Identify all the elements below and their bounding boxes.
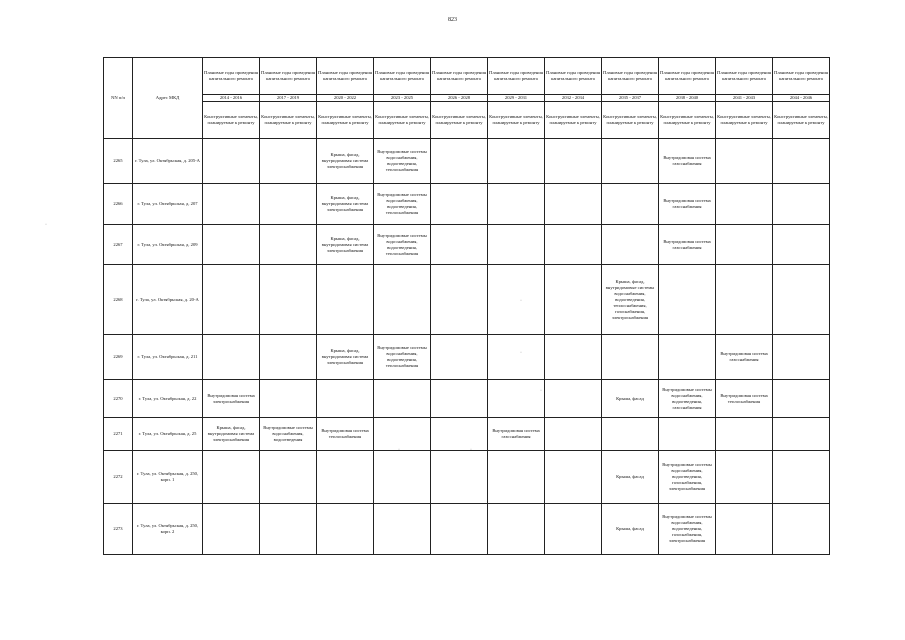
scan-speck: ·: [540, 388, 542, 394]
period-planned-header: Плановые годы проведения капитального ремонта: [602, 58, 659, 95]
period-planned-header: Плановые годы проведения капитального ремонта: [374, 58, 431, 95]
repair-elements-cell: Внутридомовые системы водоснабжения, водоотведения, теплоснабжения: [374, 184, 431, 225]
repair-elements-cell: Внутридомовая система газоснабжения: [716, 335, 773, 380]
repair-elements-cell: [602, 139, 659, 184]
repair-elements-cell: [260, 184, 317, 225]
row-number: 2272: [104, 451, 133, 504]
repair-elements-cell: [602, 418, 659, 451]
repair-elements-cell: [773, 335, 830, 380]
repair-elements-cell: [773, 184, 830, 225]
repair-elements-cell: Крыша, фасад, внутридомовые системы водоснабжения, водоотведения, теплоснабжения, газоснабжения, электроснабжения: [602, 265, 659, 335]
repair-elements-cell: [260, 335, 317, 380]
repair-elements-cell: [431, 451, 488, 504]
repair-elements-cell: [659, 265, 716, 335]
repair-elements-cell: [773, 418, 830, 451]
repair-elements-cell: Крыша, фасад, внутридомовая система электроснабжения: [317, 335, 374, 380]
repair-elements-cell: [488, 139, 545, 184]
page-number: 823: [448, 17, 457, 23]
repair-elements-cell: [488, 184, 545, 225]
address-column-header: Адрес МКД: [133, 58, 203, 139]
period-range-header: 2032 - 2034: [545, 95, 602, 102]
table-row: [104, 139, 830, 184]
repair-elements-cell: [488, 265, 545, 335]
table-row: [104, 335, 830, 380]
repair-elements-cell: [716, 139, 773, 184]
period-elements-header: Конструктивные элементы, планируемые к ремонту: [716, 102, 773, 139]
period-elements-header: Конструктивные элементы, планируемые к ремонту: [545, 102, 602, 139]
repair-elements-cell: Крыша, фасад, внутридомовая система электроснабжения: [317, 225, 374, 265]
repair-elements-cell: [716, 504, 773, 555]
repair-elements-cell: [545, 504, 602, 555]
repair-elements-cell: [431, 184, 488, 225]
table-row: [104, 451, 830, 504]
repair-elements-cell: Внутридомовые системы водоснабжения, водоотведения, теплоснабжения: [374, 335, 431, 380]
repair-elements-cell: [602, 225, 659, 265]
period-elements-header: Конструктивные элементы, планируемые к ремонту: [317, 102, 374, 139]
period-planned-header: Плановые годы проведения капитального ремонта: [203, 58, 260, 95]
period-elements-header: Конструктивные элементы, планируемые к ремонту: [602, 102, 659, 139]
table-row: [104, 265, 830, 335]
repair-elements-cell: [431, 380, 488, 418]
row-address: г. Тула, ул. Октябрьская, д. 205-А: [133, 139, 203, 184]
period-elements-header: Конструктивные элементы, планируемые к ремонту: [203, 102, 260, 139]
repair-elements-cell: [773, 380, 830, 418]
repair-elements-cell: Внутридомовая система газоснабжения: [659, 139, 716, 184]
repair-elements-cell: [545, 139, 602, 184]
repair-elements-cell: [374, 380, 431, 418]
period-elements-header: Конструктивные элементы, планируемые к ремонту: [773, 102, 830, 139]
repair-elements-cell: [203, 265, 260, 335]
period-planned-header: Плановые годы проведения капитального ремонта: [545, 58, 602, 95]
repair-elements-cell: [260, 380, 317, 418]
repair-elements-cell: [773, 504, 830, 555]
repair-elements-cell: [488, 451, 545, 504]
scan-speck: ·: [520, 298, 522, 304]
row-number: 2266: [104, 184, 133, 225]
row-number: 2265: [104, 139, 133, 184]
repair-elements-cell: Внутридомовые системы водоснабжения, водоотведения, газоснабжения, электроснабжения: [659, 504, 716, 555]
repair-elements-cell: Крыша, фасад: [602, 451, 659, 504]
repair-elements-cell: [317, 380, 374, 418]
repair-elements-cell: [545, 265, 602, 335]
period-range-header: 2044 - 2046: [773, 95, 830, 102]
repair-elements-cell: [431, 265, 488, 335]
repair-elements-cell: Внутридомовая система газоснабжения: [488, 418, 545, 451]
period-elements-header: Конструктивные элементы, планируемые к ремонту: [431, 102, 488, 139]
scan-speck: ·: [520, 350, 522, 356]
repair-elements-cell: Внутридомовые системы водоснабжения, водоотведения, газоснабжения: [659, 380, 716, 418]
row-number: 2270: [104, 380, 133, 418]
repair-elements-cell: [317, 504, 374, 555]
row-address: г. Тула, ул. Октябрьская, д. 22: [133, 380, 203, 418]
repair-elements-cell: [203, 225, 260, 265]
repair-elements-cell: [488, 225, 545, 265]
repair-elements-cell: [260, 139, 317, 184]
repair-elements-cell: [545, 184, 602, 225]
row-address: г. Тула, ул. Октябрьская, д. 209: [133, 225, 203, 265]
repair-elements-cell: Крыша, фасад, внутридомовая система электроснабжения: [317, 184, 374, 225]
table-header: [104, 58, 830, 139]
repair-elements-cell: [716, 265, 773, 335]
repair-elements-cell: [716, 225, 773, 265]
repair-elements-cell: [374, 265, 431, 335]
scan-speck: ·: [45, 222, 47, 228]
repair-elements-cell: [431, 418, 488, 451]
period-range-header: 2023 - 2025: [374, 95, 431, 102]
repair-elements-cell: Внутридомовая система теплоснабжения: [716, 380, 773, 418]
repair-elements-cell: [374, 451, 431, 504]
repair-elements-cell: [773, 451, 830, 504]
period-elements-header: Конструктивные элементы, планируемые к ремонту: [374, 102, 431, 139]
repair-elements-cell: [260, 451, 317, 504]
period-range-header: 2026 - 2028: [431, 95, 488, 102]
capital-repair-plan-table: [103, 57, 830, 555]
table-row: [104, 504, 830, 555]
repair-elements-cell: Крыша, фасад: [602, 380, 659, 418]
repair-elements-cell: Внутридомовые системы водоснабжения, водоотведения, теплоснабжения: [374, 225, 431, 265]
period-planned-header: Плановые годы проведения капитального ремонта: [431, 58, 488, 95]
repair-elements-cell: [773, 265, 830, 335]
repair-elements-cell: [260, 225, 317, 265]
repair-elements-cell: [317, 265, 374, 335]
repair-elements-cell: [773, 225, 830, 265]
period-range-header: 2035 - 2037: [602, 95, 659, 102]
repair-elements-cell: Внутридомовая система электроснабжения: [203, 380, 260, 418]
row-address: г. Тула, ул. Октябрьская, д. 211: [133, 335, 203, 380]
period-elements-header: Конструктивные элементы, планируемые к ремонту: [488, 102, 545, 139]
repair-elements-cell: [260, 265, 317, 335]
row-address: г. Тула, ул. Октябрьская, д. 250, корп. 2: [133, 504, 203, 555]
repair-elements-cell: [488, 335, 545, 380]
repair-elements-cell: [716, 418, 773, 451]
period-planned-header: Плановые годы проведения капитального ремонта: [488, 58, 545, 95]
repair-elements-cell: [317, 451, 374, 504]
repair-elements-cell: [260, 504, 317, 555]
period-range-header: 2017 - 2019: [260, 95, 317, 102]
repair-elements-cell: [602, 184, 659, 225]
repair-elements-cell: [716, 184, 773, 225]
period-elements-header: Конструктивные элементы, планируемые к ремонту: [659, 102, 716, 139]
repair-elements-cell: [203, 139, 260, 184]
table-row: [104, 184, 830, 225]
table-body: [104, 139, 830, 555]
repair-elements-cell: [545, 418, 602, 451]
row-number: 2271: [104, 418, 133, 451]
period-range-header: 2041 - 2043: [716, 95, 773, 102]
repair-elements-cell: Крыша, фасад: [602, 504, 659, 555]
period-planned-header: Плановые годы проведения капитального ремонта: [260, 58, 317, 95]
repair-elements-cell: [374, 418, 431, 451]
row-number: 2268: [104, 265, 133, 335]
repair-elements-cell: [488, 380, 545, 418]
row-address: г. Тула, ул. Октябрьская, д. 25: [133, 418, 203, 451]
repair-elements-cell: Внутридомовая система газоснабжения: [659, 184, 716, 225]
repair-elements-cell: [659, 418, 716, 451]
repair-elements-cell: [716, 451, 773, 504]
period-range-header: 2014 - 2016: [203, 95, 260, 102]
scan-speck: ·: [470, 447, 472, 453]
row-address: г. Тула, ул. Октябрьская, д. 250, корп. 1: [133, 451, 203, 504]
repair-elements-cell: [488, 504, 545, 555]
row-number: 2273: [104, 504, 133, 555]
repair-elements-cell: [431, 139, 488, 184]
row-address: г. Тула, ул. Октябрьская, д. 20-А: [133, 265, 203, 335]
repair-elements-cell: Внутридомовые системы водоснабжения, водоотведения, газоснабжения, электроснабжения: [659, 451, 716, 504]
period-range-header: 2029 - 2031: [488, 95, 545, 102]
table-row: [104, 225, 830, 265]
repair-elements-cell: [545, 335, 602, 380]
repair-elements-cell: [602, 335, 659, 380]
repair-elements-cell: [431, 225, 488, 265]
repair-elements-cell: [773, 139, 830, 184]
period-planned-header: Плановые годы проведения капитального ремонта: [659, 58, 716, 95]
repair-elements-cell: Внутридомовые системы водоснабжения, водоотведения: [260, 418, 317, 451]
repair-elements-cell: [545, 380, 602, 418]
repair-elements-cell: [203, 335, 260, 380]
repair-elements-cell: Внутридомовые системы водоснабжения, водоотведения, теплоснабжения: [374, 139, 431, 184]
repair-elements-cell: Внутридомовая система теплоснабжения: [317, 418, 374, 451]
period-elements-header: Конструктивные элементы, планируемые к ремонту: [260, 102, 317, 139]
period-range-header: 2038 - 2040: [659, 95, 716, 102]
repair-elements-cell: Крыша, фасад, внутридомовая система электроснабжения: [317, 139, 374, 184]
table-row: [104, 418, 830, 451]
repair-elements-cell: [431, 504, 488, 555]
period-range-header: 2020 - 2022: [317, 95, 374, 102]
repair-elements-cell: [545, 451, 602, 504]
period-planned-header: Плановые годы проведения капитального ремонта: [773, 58, 830, 95]
num-column-header: NN п/п: [104, 58, 133, 139]
period-planned-header: Плановые годы проведения капитального ремонта: [317, 58, 374, 95]
period-planned-header: Плановые годы проведения капитального ремонта: [716, 58, 773, 95]
repair-elements-cell: [203, 504, 260, 555]
repair-elements-cell: [659, 335, 716, 380]
row-number: 2267: [104, 225, 133, 265]
row-number: 2269: [104, 335, 133, 380]
repair-elements-cell: Внутридомовая система газоснабжения: [659, 225, 716, 265]
repair-elements-cell: [545, 225, 602, 265]
repair-elements-cell: [203, 184, 260, 225]
repair-elements-cell: [203, 451, 260, 504]
repair-elements-cell: Крыша, фасад, внутридомовая система электроснабжения: [203, 418, 260, 451]
table-row: [104, 380, 830, 418]
scan-speck: ·: [398, 447, 400, 453]
repair-elements-cell: [374, 504, 431, 555]
repair-elements-cell: [431, 335, 488, 380]
row-address: г. Тула, ул. Октябрьская, д. 207: [133, 184, 203, 225]
